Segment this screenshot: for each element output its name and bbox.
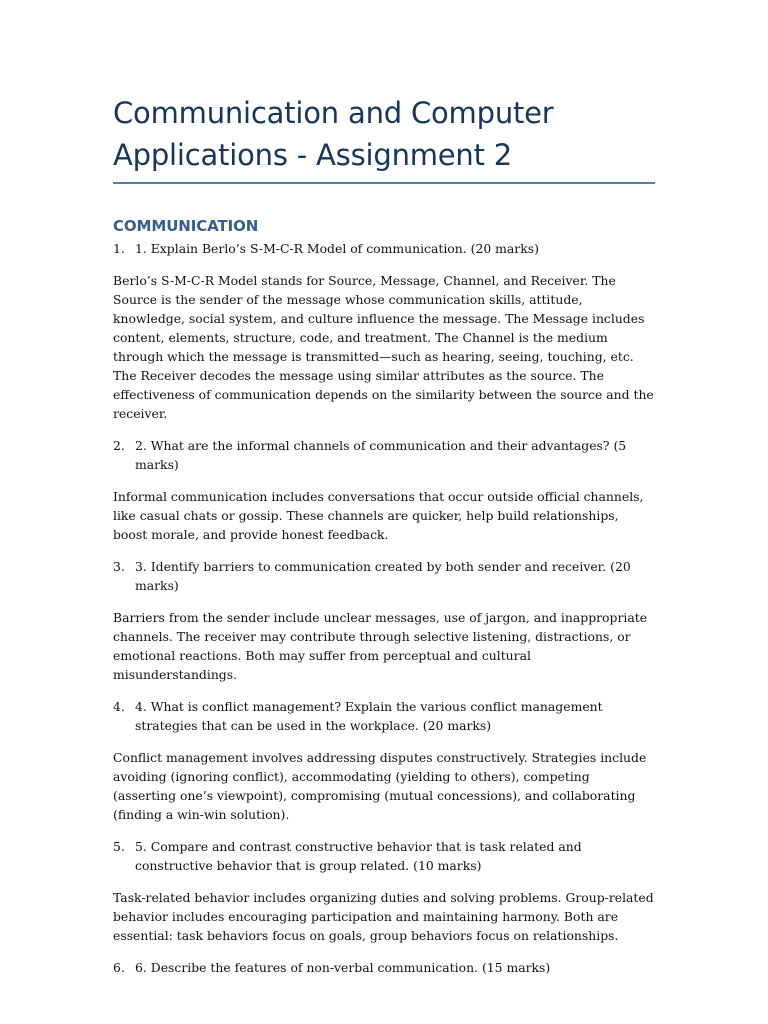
- section-heading: COMMUNICATION: [113, 217, 259, 235]
- question-text: 5. Compare and contrast constructive behavior that is task related and constructive behavior that is group related. (10 marks): [135, 839, 582, 873]
- question-text: 2. What are the informal channels of communication and their advantages? (5 marks): [135, 438, 627, 472]
- question-number: 2.: [113, 438, 125, 453]
- question-text: 6. Describe the features of non-verbal communication. (15 marks): [135, 960, 551, 975]
- question-item-1: [113, 239, 656, 423]
- question: [113, 239, 656, 258]
- question-number: 5.: [113, 839, 125, 854]
- question-text: 3. Identify barriers to communication created by both sender and receiver. (20 marks): [135, 559, 631, 593]
- question-item-2: [113, 436, 656, 544]
- question: [113, 697, 656, 735]
- question: [113, 837, 656, 875]
- question-text: 4. What is conflict management? Explain the various conflict management strategies that can be used in the workplace. (20 marks): [135, 699, 603, 733]
- question-item-3: [113, 557, 656, 684]
- question: [113, 436, 656, 474]
- answer-paragraph: Conflict management involves addressing disputes constructively. Strategies include avoiding (ignoring conflict), accommodating (yielding to others), competing (asserting one’s viewpoint), compromising (mutual concessions), and collaborating (finding a win-win solution).: [113, 750, 647, 822]
- question-item-6: [113, 958, 656, 977]
- answer-paragraph: Berlo’s S-M-C-R Model stands for Source, Message, Channel, and Receiver. The Source is the sender of the message whose communication skills, attitude, knowledge, social system, and culture influence the message. The Message includes content, elements, structure, code, and treatment. The Channel is the medium through which the message is transmitted—such as hearing, seeing, touching, etc. The Receiver decodes the message using similar attributes as the source. The effectiveness of communication depends on the similarity between the source and the receiver.: [113, 273, 654, 421]
- answer-paragraph: Informal communication includes conversations that occur outside official channels, like casual chats or gossip. These channels are quicker, help build relationships, boost morale, and provide honest feedback.: [113, 489, 644, 542]
- question-number: 4.: [113, 699, 125, 714]
- question-text: 1. Explain Berlo’s S-M-C-R Model of communication. (20 marks): [135, 241, 539, 256]
- question-number: 3.: [113, 559, 125, 574]
- document-title: Communication and Computer Applications - Assignment 2: [113, 92, 655, 184]
- question-number: 1.: [113, 241, 125, 256]
- question-item-4: [113, 697, 656, 824]
- answer-paragraph: Barriers from the sender include unclear messages, use of jargon, and inappropriate channels. The receiver may contribute through selective listening, distractions, or emotional reactions. Both may suffer from perceptual and cultural misunderstandings.: [113, 610, 648, 682]
- answer-paragraph: Task-related behavior includes organizing duties and solving problems. Group-related behavior includes encouraging participation and maintaining harmony. Both are essential: task behaviors focus on goals, group behaviors focus on relationships.: [113, 890, 654, 943]
- question: [113, 557, 656, 595]
- question: [113, 958, 656, 977]
- question-item-5: [113, 837, 656, 945]
- question-number: 6.: [113, 960, 125, 975]
